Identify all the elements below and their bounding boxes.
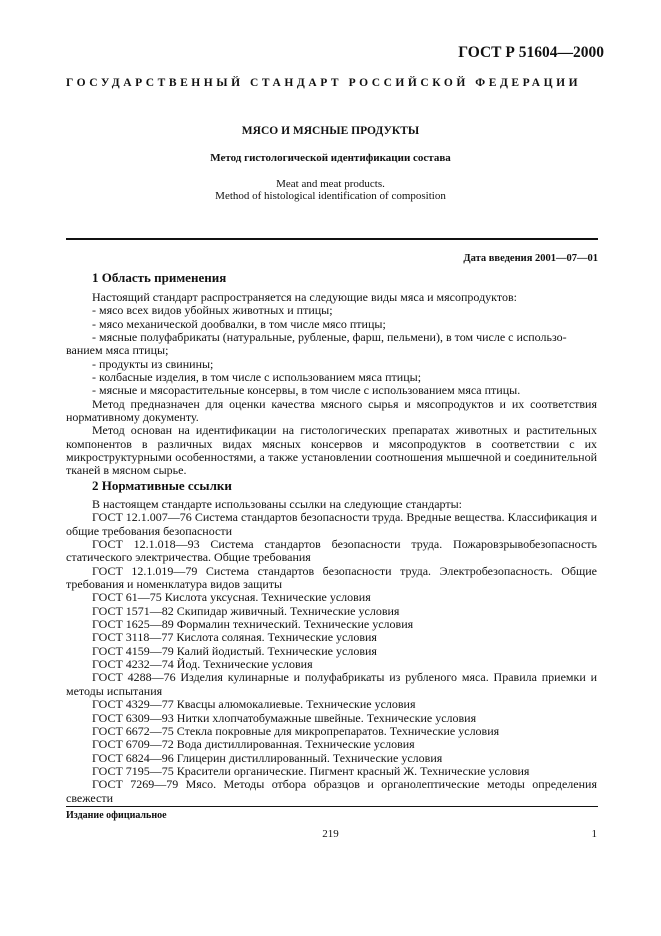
- english-title-line-2: Method of histological identification of composition: [215, 190, 446, 202]
- footer-divider: [66, 806, 598, 807]
- scope-line: - колбасные изделия, в том числе с использованием мяса птицы;: [92, 370, 422, 385]
- references-intro: В настоящем стандарте использованы ссылки на следующие стандарты:: [92, 497, 463, 511]
- reference-item: ГОСТ 3118—77 Кислота соляная. Технические условия: [92, 630, 377, 645]
- reference-item: ГОСТ 7269—79 Мясо. Методы отбора образцов и органолептические методы определения свежести: [66, 777, 597, 805]
- scope-line: - мясо механической дообвалки, в том числе мясо птицы;: [92, 316, 386, 331]
- reference-item: ГОСТ 61—75 Кислота уксусная. Технические условия: [92, 590, 371, 605]
- reference-item: ГОСТ 4288—76 Изделия кулинарные и полуфабрикаты из рубленого мяса. Правила приемки и методы испытания: [66, 670, 597, 698]
- reference-item: ГОСТ 6672—75 Стекла покровные для микропрепаратов. Технические условия: [92, 723, 500, 738]
- reference-item: ГОСТ 4329—77 Квасцы алюмокалиевые. Технические условия: [92, 697, 416, 712]
- reference-item: ГОСТ 6824—96 Глицерин дистиллированный. Технические условия: [92, 750, 443, 765]
- sheet-number: 1: [591, 828, 597, 840]
- document-title: МЯСО И МЯСНЫЕ ПРОДУКТЫ: [241, 125, 420, 137]
- scope-line: - мясные полуфабрикаты (натуральные, рубленые, фарш, пельмени), в том числе с использо-: [92, 330, 567, 345]
- introduction-date: Дата введения 2001—07—01: [463, 253, 598, 264]
- reference-item: ГОСТ 6309—93 Нитки хлопчатобумажные швейные. Технические условия: [92, 710, 477, 725]
- scope-line: ванием мяса птицы;: [66, 343, 169, 358]
- reference-item: ГОСТ 12.1.018—93 Система стандартов безопасности труда. Пожаровзрывобезопасность статического электричества. Общие требования: [66, 537, 597, 565]
- reference-item: ГОСТ 12.1.019—79 Система стандартов безопасности труда. Электробезопасность. Общие требования и номенклатура видов защиты: [66, 563, 597, 592]
- scope-line: - мясо всех видов убойных животных и птицы;: [92, 303, 333, 318]
- method-basis-paragraph: Метод основан на идентификации на гистологических препаратах животных и растительных компонентов в различных видах мясных консервов и мясопродуктов в соответствии с их микроструктурными особенностями, а также установлении соотношения мышечной и соединительной тканей в мясном сырье.: [66, 423, 597, 478]
- scope-line: - продукты из свинины;: [92, 356, 214, 371]
- section-2-body: [66, 498, 597, 805]
- reference-item: ГОСТ 6709—72 Вода дистиллированная. Технические условия: [92, 737, 415, 752]
- scope-list: [66, 291, 597, 398]
- scope-line: - мясные и мясорастительные консервы, в том числе с использованием мяса птицы.: [92, 383, 521, 398]
- reference-item: ГОСТ 7195—75 Красители органические. Пигмент красный Ж. Технические условия: [92, 763, 530, 778]
- english-title-line-1: Meat and meat products.: [276, 178, 385, 190]
- purpose-paragraph: Метод предназначен для оценки качества мясного сырья и мясопродуктов и их соответствия нормативному документу.: [66, 396, 597, 425]
- section-1-heading: 1 Область применения: [92, 270, 227, 285]
- page-number: 219: [322, 828, 339, 840]
- reference-item: ГОСТ 12.1.007—76 Система стандартов безопасности труда. Вредные вещества. Классификация и общие требования безопасности: [66, 510, 597, 538]
- official-edition-label: Издание официальное: [66, 810, 167, 821]
- reference-item: ГОСТ 4232—74 Йод. Технические условия: [92, 657, 313, 672]
- header-divider: [66, 238, 598, 240]
- scope-line: Настоящий стандарт распространяется на следующие виды мяса и мясопродуктов:: [92, 290, 517, 304]
- gost-code: ГОСТ Р 51604—2000: [458, 44, 604, 61]
- reference-item: ГОСТ 1571—82 Скипидар живичный. Технические условия: [92, 603, 400, 618]
- reference-item: ГОСТ 1625—89 Формалин технический. Технические условия: [92, 617, 414, 632]
- reference-item: ГОСТ 4159—79 Калий йодистый. Технические условия: [92, 643, 377, 658]
- section-1-body: [66, 291, 597, 478]
- document-subtitle: Метод гистологической идентификации состава: [210, 152, 451, 164]
- section-2-heading: 2 Нормативные ссылки: [92, 478, 232, 493]
- state-standard-banner: ГОСУДАРСТВЕННЫЙ СТАНДАРТ РОССИЙСКОЙ ФЕДЕРАЦИИ: [66, 77, 582, 89]
